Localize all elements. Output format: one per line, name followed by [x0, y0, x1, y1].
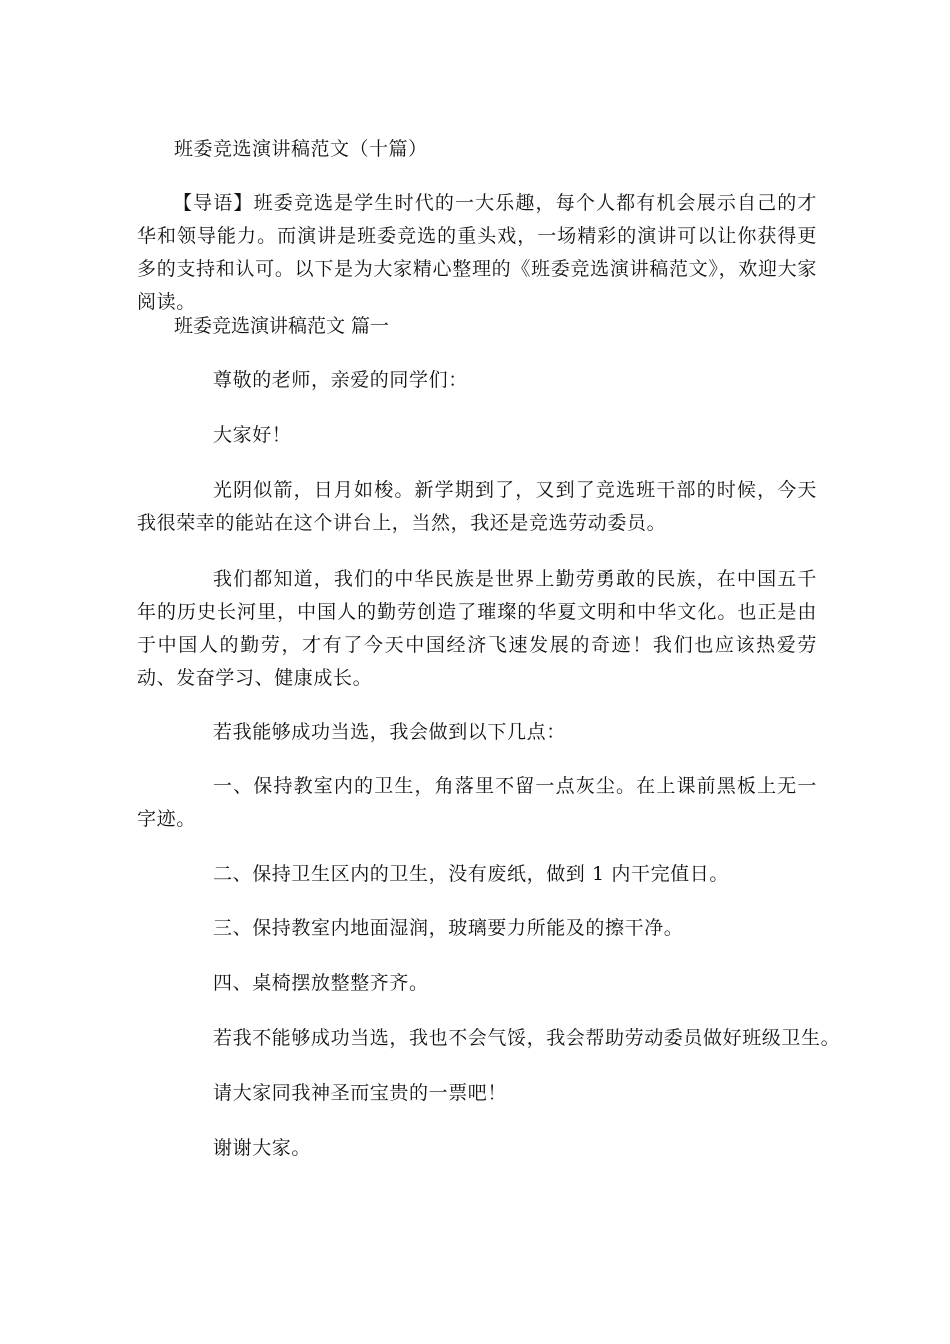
list-item-1: 一、保持教室内的卫生，角落里不留一点灰尘。在上课前黑板上无一字迹。 [137, 775, 817, 830]
intro-paragraph: 【导语】班委竞选是学生时代的一大乐趣，每个人都有机会展示自己的才华和领导能力。而演讲是班委竞选的重头戏，一场精彩的演讲可以让你获得更多的支持和认可。以下是为大家精心整理的《班委竞选演讲稿范文》，欢迎大家阅读。 [137, 192, 817, 313]
list-item-3: 三、保持教室内地面湿润，玻璃要力所能及的擦干净。 [213, 917, 684, 939]
list-item-4: 四、桌椅摆放整整齐齐。 [213, 972, 429, 994]
section-title: 班委竞选演讲稿范文 篇一 [174, 315, 390, 337]
paragraph-1: 光阴似箭，日月如梭。新学期到了，又到了竞选班干部的时候，今天我很荣幸的能站在这个讲台上，当然，我还是竞选劳动委员。 [137, 479, 817, 534]
paragraph-4: 若我不能够成功当选，我也不会气馁，我会帮助劳动委员做好班级卫生。 [213, 1027, 841, 1049]
paragraph-5: 请大家同我神圣而宝贵的一票吧！ [213, 1082, 508, 1104]
greeting: 大家好！ [213, 424, 292, 446]
closing: 谢谢大家。 [213, 1137, 312, 1159]
list-item-2: 二、保持卫生区内的卫生，没有废纸，做到 1 内干完值日。 [213, 863, 729, 885]
salutation: 尊敬的老师，亲爱的同学们： [213, 369, 468, 391]
document-title: 班委竞选演讲稿范文（十篇） [174, 138, 428, 160]
paragraph-3: 若我能够成功当选，我会做到以下几点： [213, 721, 566, 743]
paragraph-2: 我们都知道，我们的中华民族是世界上勤劳勇敢的民族，在中国五千年的历史长河里，中国人的勤劳创造了璀璨的华夏文明和中华文化。也正是由于中国人的勤劳，才有了今天中国经济飞速发展的奇迹！我们也应该热爱劳动、发奋学习、健康成长。 [137, 568, 817, 689]
